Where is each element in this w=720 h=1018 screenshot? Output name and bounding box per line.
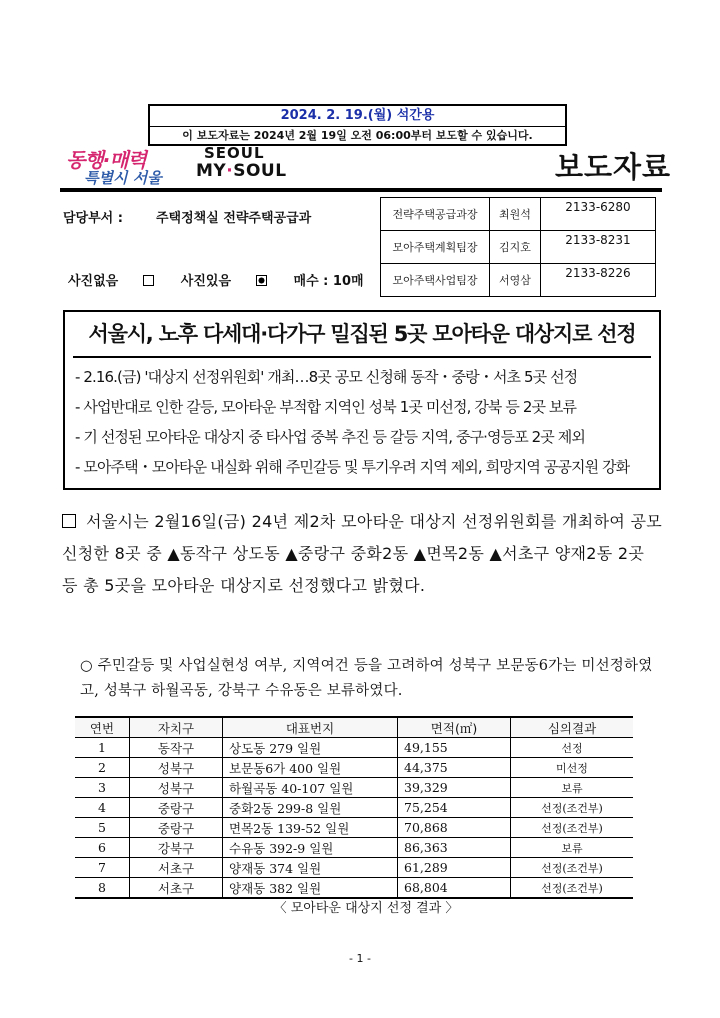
cell-no: 8 xyxy=(75,878,130,899)
table-row xyxy=(75,858,633,878)
table-row xyxy=(75,818,633,838)
contact-team: 전략주택공급과장 xyxy=(381,198,490,231)
subhead-2: - 사업반대로 인한 갈등, 모아타운 부적합 지역인 성북 1곳 미선정, 강북 등 2곳 보류 xyxy=(75,398,577,416)
department-label: 담당부서 : xyxy=(63,211,123,226)
cell-result: 보류 xyxy=(511,838,634,858)
cell-address: 하월곡동 40-107 일원 xyxy=(223,778,398,798)
table-row xyxy=(75,798,633,818)
cell-area: 70,868 xyxy=(398,818,511,838)
cell-district: 중랑구 xyxy=(130,818,223,838)
release-box xyxy=(148,104,567,146)
cell-area: 44,375 xyxy=(398,758,511,778)
cell-result: 선정 xyxy=(511,738,634,758)
lead-paragraph xyxy=(62,506,662,602)
table-row xyxy=(75,738,633,758)
seoul-logo-line-2 xyxy=(196,162,287,180)
cell-address: 중화2동 299-8 일원 xyxy=(223,798,398,818)
contact-phone: 2133-6280 xyxy=(541,198,656,231)
headline-box xyxy=(63,310,661,490)
header-area: 면적(㎡) xyxy=(398,717,511,738)
cell-area: 86,363 xyxy=(398,838,511,858)
cell-district: 서초구 xyxy=(130,858,223,878)
cell-address: 양재동 374 일원 xyxy=(223,858,398,878)
contact-name: 최원석 xyxy=(490,198,541,231)
cell-district: 중랑구 xyxy=(130,798,223,818)
cell-result: 선정(조건부) xyxy=(511,858,634,878)
contact-row xyxy=(381,231,656,264)
cell-district: 강북구 xyxy=(130,838,223,858)
headline-divider xyxy=(73,356,651,358)
cell-result: 미선정 xyxy=(511,758,634,778)
empty-checkbox-icon xyxy=(143,275,154,286)
seoul-logo-line-1: SEOUL xyxy=(204,144,265,162)
no-photo-label: 사진없음 xyxy=(68,274,119,289)
cell-district: 성북구 xyxy=(130,778,223,798)
table-row xyxy=(75,758,633,778)
cell-area: 75,254 xyxy=(398,798,511,818)
cell-no: 2 xyxy=(75,758,130,778)
header-no: 연번 xyxy=(75,717,130,738)
results-table xyxy=(75,716,633,899)
page-count: 매수 : 10매 xyxy=(293,274,364,289)
headline: 서울시, 노후 다세대·다가구 밀집된 5곳 모아타운 대상지로 선정 xyxy=(88,322,636,346)
photo-info xyxy=(68,270,386,289)
table-caption: 〈 모아타운 대상지 선정 결과 〉 xyxy=(273,901,459,916)
cell-no: 7 xyxy=(75,858,130,878)
contact-team: 모아주택계획팀장 xyxy=(381,231,490,264)
cell-no: 1 xyxy=(75,738,130,758)
document-type: 보도자료 xyxy=(555,150,672,184)
cell-address: 양재동 382 일원 xyxy=(223,878,398,899)
cell-address: 수유동 392-9 일원 xyxy=(223,838,398,858)
release-date: 2024. 2. 19.(월) 석간용 xyxy=(150,106,565,127)
has-photo-label: 사진있음 xyxy=(180,274,231,289)
lead-paragraph-text: 서울시는 2월16일(금) 24년 제2차 모아타운 대상지 선정위원회를 개최하여 공모 신청한 8곳 중 ▲동작구 상도동 ▲중랑구 중화2동 ▲면목2동 ▲서초구 양재2동 2곳 등 총 5곳을 모아타운 대상지로 선정했다고 밝혔다. xyxy=(62,512,662,595)
table-row xyxy=(75,878,633,899)
cell-no: 3 xyxy=(75,778,130,798)
subhead-4: - 모아주택・모아타운 내실화 위해 주민갈등 및 투기우려 지역 제외, 희망지역 공공지원 강화 xyxy=(75,458,630,476)
seoul-my-soul-logo xyxy=(196,144,287,185)
no-photo-option xyxy=(68,274,154,289)
cell-result: 선정(조건부) xyxy=(511,798,634,818)
seoul-logo-dot: · xyxy=(226,161,234,181)
cell-district: 성북구 xyxy=(130,758,223,778)
contact-row xyxy=(381,264,656,297)
detail-bullet: ○ 주민갈등 및 사업실현성 여부, 지역여건 등을 고려하여 성북구 보문동6가는 미선정하였고, 성북구 하월곡동, 강북구 수유동은 보류하였다. xyxy=(80,658,653,699)
has-photo-option xyxy=(181,274,267,289)
cell-result: 선정(조건부) xyxy=(511,878,634,899)
cell-area: 68,804 xyxy=(398,878,511,899)
cell-no: 4 xyxy=(75,798,130,818)
section-box-icon xyxy=(62,514,76,528)
table-header-row xyxy=(75,717,633,738)
cell-no: 5 xyxy=(75,818,130,838)
cell-area: 39,329 xyxy=(398,778,511,798)
header-divider xyxy=(60,188,662,192)
table-row xyxy=(75,778,633,798)
cell-district: 서초구 xyxy=(130,878,223,899)
cell-result: 보류 xyxy=(511,778,634,798)
cell-address: 상도동 279 일원 xyxy=(223,738,398,758)
cell-district: 동작구 xyxy=(130,738,223,758)
header-district: 자치구 xyxy=(130,717,223,738)
embargo-note: 이 보도자료는 2024년 2월 19일 오전 06:00부터 보도할 수 있습니다. xyxy=(182,129,533,142)
contact-name: 서영삼 xyxy=(490,264,541,297)
contact-phone: 2133-8226 xyxy=(541,264,656,297)
subhead-3: - 기 선정된 모아타운 대상지 중 타사업 중복 추진 등 갈등 지역, 중구·영등포 2곳 제외 xyxy=(75,428,585,446)
header-address: 대표번지 xyxy=(223,717,398,738)
contact-row xyxy=(381,198,656,231)
slogan-line-2: 특별시 서울 xyxy=(84,169,162,187)
seoul-slogan-logo xyxy=(66,144,182,188)
cell-address: 면목2동 139-52 일원 xyxy=(223,818,398,838)
page-number: - 1 - xyxy=(349,952,371,965)
cell-address: 보문동6가 400 일원 xyxy=(223,758,398,778)
cell-area: 61,289 xyxy=(398,858,511,878)
slogan-line-1: 동행·매력 xyxy=(66,148,146,172)
cell-no: 6 xyxy=(75,838,130,858)
department-value: 주택정책실 전략주택공급과 xyxy=(156,211,312,226)
contact-phone: 2133-8231 xyxy=(541,231,656,264)
header-result: 심의결과 xyxy=(511,717,634,738)
table-row xyxy=(75,838,633,858)
subhead-1: - 2.16.(금) '대상지 선정위원회' 개최…8곳 공모 신청해 동작・중랑・서초 5곳 선정 xyxy=(75,368,578,386)
filled-checkbox-icon xyxy=(256,275,267,286)
cell-result: 선정(조건부) xyxy=(511,818,634,838)
contact-name: 김지호 xyxy=(490,231,541,264)
seoul-logo-soul: SOUL xyxy=(233,161,287,181)
cell-area: 49,155 xyxy=(398,738,511,758)
contact-team: 모아주택사업팀장 xyxy=(381,264,490,297)
seoul-logo-my: MY xyxy=(196,161,227,181)
contact-table xyxy=(380,197,656,297)
